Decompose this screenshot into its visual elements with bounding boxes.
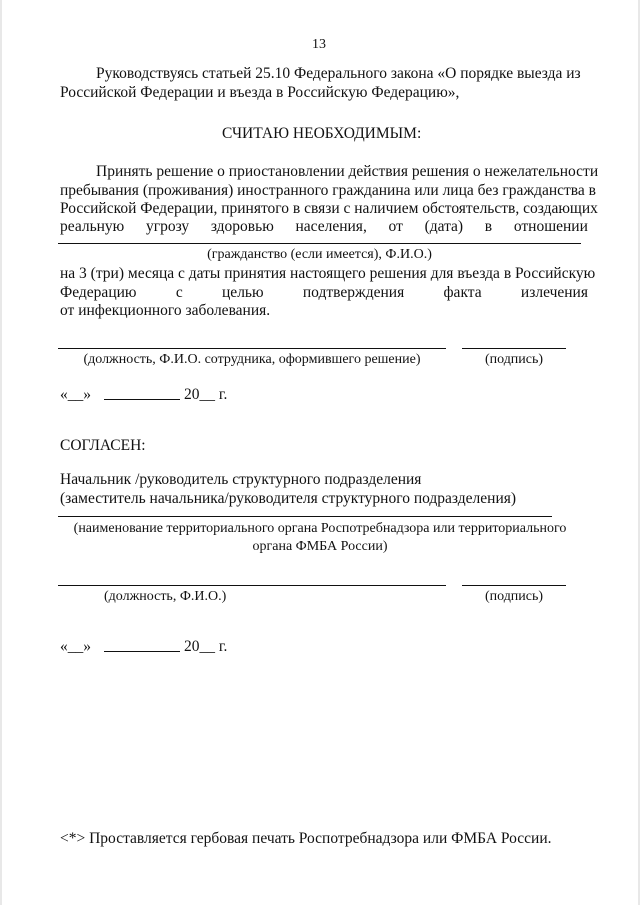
decision-line-7: от инфекционного заболевания.	[60, 302, 271, 319]
decision-line-4	[60, 217, 588, 236]
citizenship-caption: (гражданство (если имеется), Ф.И.О.)	[207, 247, 432, 262]
citizenship-fill-line	[58, 243, 581, 244]
signature-caption-2: (подпись)	[484, 589, 544, 604]
word: факта	[443, 284, 482, 301]
word: отношении	[513, 218, 588, 235]
org-caption-line-1: (наименование территориального органа Роспотребнадзора или территориального	[73, 521, 567, 536]
signature-caption: (подпись)	[484, 352, 544, 367]
decision-line-5: на 3 (три) месяца с даты принятия настоящего решения для въезда в Российскую	[60, 265, 596, 282]
decision-line-6	[60, 283, 588, 302]
footnote: <*> Проставляется гербовая печать Роспотребнадзора или ФМБА России.	[60, 830, 552, 847]
date-open-quote-2: «__»	[60, 638, 91, 655]
position-caption: (должность, Ф.И.О. сотрудника, оформившего решение)	[83, 352, 421, 367]
position-caption-2: (должность, Ф.И.О.)	[104, 589, 227, 604]
word: (дата)	[424, 218, 464, 235]
decision-line-3: Российской Федерации, принятого в связи с наличием обстоятельств, создающих	[60, 200, 598, 217]
agreed-line-2: (заместитель начальника/руководителя структурного подразделения)	[60, 490, 517, 507]
word: целью	[222, 284, 264, 301]
date-year: 20__ г.	[184, 386, 228, 403]
signature-fill-line	[462, 348, 566, 349]
date-fill-line	[104, 399, 180, 400]
date-year-2: 20__ г.	[184, 638, 228, 655]
word: излечения	[520, 284, 588, 301]
decision-line-2: пребывания (проживания) иностранного гражданина или лица без гражданства в	[60, 182, 596, 199]
org-fill-line	[58, 516, 552, 517]
position-fill-line-2	[58, 585, 446, 586]
intro-line-1: Руководствуясь статьей 25.10 Федерального закона «О порядке выезда из	[96, 65, 581, 82]
word: Федерацию	[60, 284, 137, 301]
agreed-heading: СОГЛАСЕН:	[60, 437, 146, 454]
page-left-edge	[0, 0, 2, 905]
word: подтверждения	[302, 284, 405, 301]
decision-heading: СЧИТАЮ НЕОБХОДИМЫМ:	[222, 125, 422, 142]
word: реальную	[60, 218, 125, 235]
position-fill-line	[58, 348, 446, 349]
org-caption-line-2: органа ФМБА России)	[252, 539, 388, 554]
decision-line-1: Принять решение о приостановлении действия решения о нежелательности	[96, 163, 599, 180]
word: в	[484, 218, 493, 235]
intro-line-2: Российской Федерации и въезда в Российскую Федерацию»,	[60, 84, 460, 101]
signature-fill-line-2	[462, 585, 566, 586]
word: с	[175, 284, 183, 301]
word: здоровью	[210, 218, 274, 235]
page-number: 13	[312, 37, 326, 52]
date-fill-line-2	[104, 651, 180, 652]
word: от	[388, 218, 403, 235]
word: угрозу	[145, 218, 190, 235]
agreed-line-1: Начальник /руководитель структурного подразделения	[60, 471, 422, 488]
date-open-quote: «__»	[60, 386, 91, 403]
word: населения,	[295, 218, 367, 235]
